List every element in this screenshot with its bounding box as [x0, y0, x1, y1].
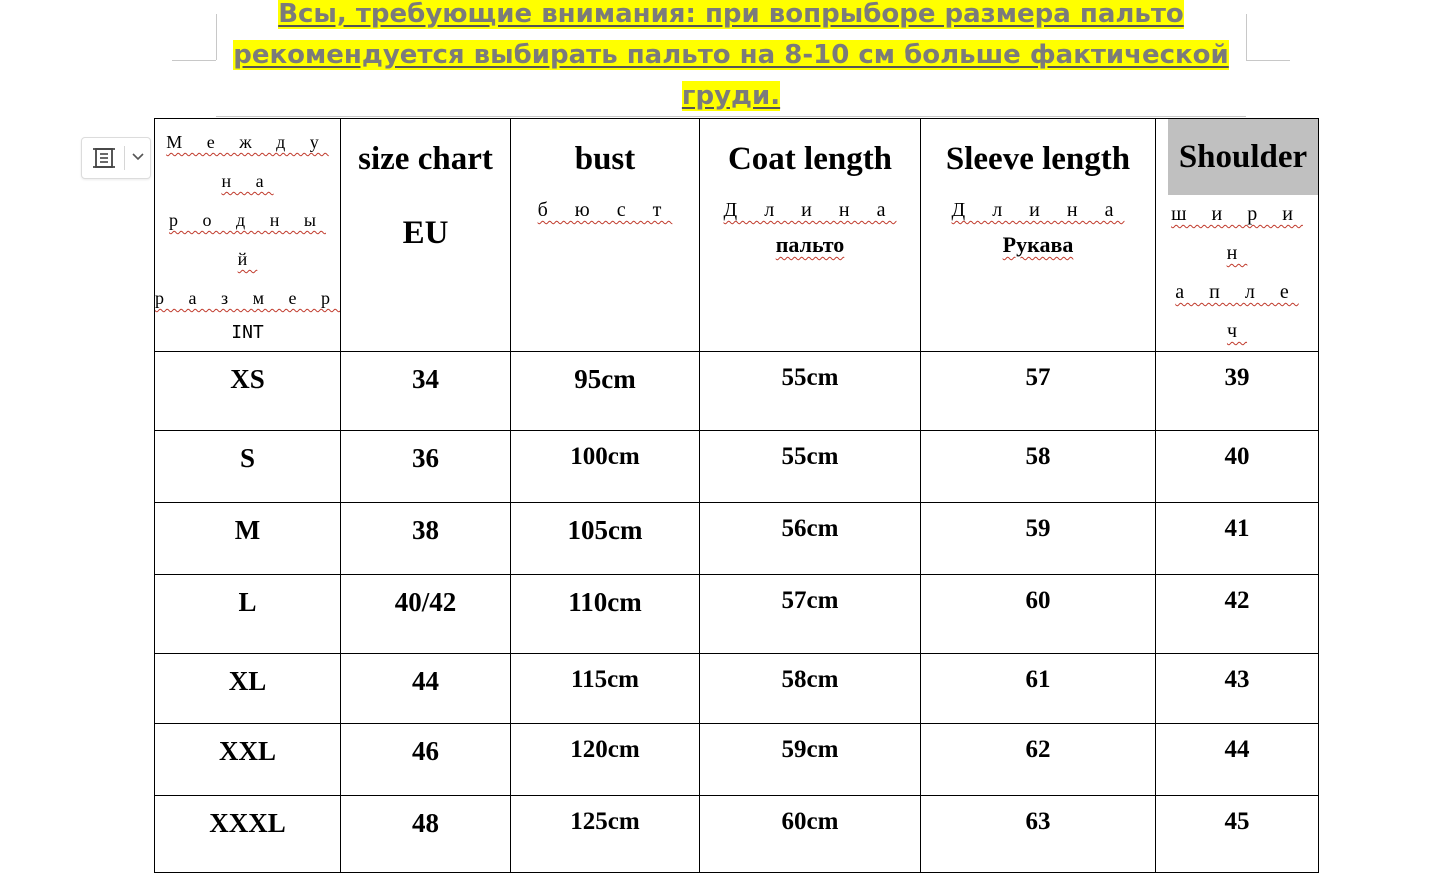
note-line-2: рекомендуется выбирать пальто на 8-10 см больше фактической: [233, 40, 1229, 70]
cell-coat: 59cm: [781, 736, 839, 763]
size-chart-table: [154, 118, 1319, 873]
cell-bust: 95cm: [574, 364, 636, 394]
cell-coat: 55cm: [781, 364, 839, 391]
cell-int: XXL: [218, 736, 276, 766]
note-line-1: Всы, требующие внимания: при вопрыборе размера пальто: [278, 0, 1184, 29]
header-bust-en: bust: [574, 141, 636, 177]
header-shoulder-ru-3: ч: [1226, 320, 1248, 342]
header-coat: [700, 119, 921, 352]
table-row: [155, 575, 1319, 654]
cell-coat: 55cm: [781, 443, 839, 470]
table-header-row: [155, 119, 1319, 352]
size-advice-note: [216, 0, 1246, 117]
cell-eu: 34: [412, 364, 439, 394]
header-shoulder-ru-2: а п л е: [1175, 281, 1299, 303]
cell-eu: 40/42: [394, 587, 457, 617]
cell-int: XXXL: [209, 808, 286, 838]
table-row: [155, 654, 1319, 724]
cell-eu: 38: [412, 515, 439, 545]
header-int-ru-2: р о д н ы й: [169, 210, 326, 269]
cell-sleeve: 57: [1025, 364, 1051, 391]
cell-shoulder: 42: [1224, 587, 1250, 614]
cell-shoulder: 45: [1224, 808, 1250, 835]
table-row: [155, 352, 1319, 431]
cell-sleeve: 60: [1025, 587, 1051, 614]
cell-sleeve: 58: [1025, 443, 1051, 470]
header-coat-ru2: пальто: [775, 232, 845, 257]
cell-int: L: [238, 587, 257, 617]
cell-int: M: [234, 515, 261, 545]
cell-eu: 44: [412, 666, 439, 696]
cell-coat: 58cm: [781, 666, 839, 693]
header-eu-sub: EU: [402, 215, 449, 251]
cell-sleeve: 59: [1025, 515, 1051, 542]
cell-shoulder: 41: [1224, 515, 1250, 542]
cell-bust: 105cm: [567, 515, 643, 545]
cell-sleeve: 61: [1025, 666, 1051, 693]
header-sleeve: [921, 119, 1156, 352]
cell-bust: 115cm: [570, 666, 640, 693]
cell-shoulder: 39: [1224, 364, 1250, 391]
cell-shoulder: 43: [1224, 666, 1250, 693]
cell-int: XS: [230, 364, 265, 394]
handle-divider: [124, 146, 125, 170]
header-int-ru-3: р а з м е р: [155, 288, 340, 308]
header-coat-ru: Д л и н а: [723, 199, 897, 221]
header-shoulder-ru-1: ш и р и н: [1171, 203, 1303, 264]
cell-int: XL: [228, 666, 267, 696]
cell-coat: 57cm: [781, 587, 839, 614]
header-int-en: INT: [231, 322, 264, 343]
header-eu: [341, 119, 511, 352]
header-shoulder: [1156, 119, 1319, 352]
page-corner-mark: [1246, 14, 1247, 60]
table-row: [155, 724, 1319, 796]
cell-sleeve: 62: [1025, 736, 1051, 763]
header-shoulder-highlight: [1168, 119, 1318, 195]
header-int: [155, 119, 341, 352]
cell-shoulder: 40: [1224, 443, 1250, 470]
note-line-3: груди.: [681, 81, 781, 111]
page-corner-mark: [172, 60, 216, 61]
header-int-ru-1: М е ж д у н а: [166, 132, 329, 191]
header-sleeve-ru2: Рукава: [1002, 232, 1074, 257]
cell-bust: 110cm: [568, 587, 642, 617]
cell-coat: 60cm: [781, 808, 839, 835]
table-row: [155, 503, 1319, 575]
header-sleeve-ru: Д л и н а: [951, 199, 1125, 221]
table-row: [155, 431, 1319, 503]
header-eu-en: size chart: [358, 141, 493, 177]
header-bust-ru: б ю с т: [537, 199, 673, 221]
cell-bust: 100cm: [570, 443, 640, 470]
cell-shoulder: 44: [1224, 736, 1250, 763]
cell-eu: 48: [412, 808, 439, 838]
header-coat-en: Coat length: [727, 141, 893, 177]
header-sleeve-en: Sleeve length: [945, 141, 1131, 177]
chevron-down-icon[interactable]: [130, 148, 146, 164]
table-row: [155, 796, 1319, 873]
cell-eu: 46: [412, 736, 439, 766]
cell-bust: 120cm: [570, 736, 640, 763]
table-handle-icon: [90, 144, 118, 172]
table-handle-button[interactable]: [81, 137, 151, 179]
cell-coat: 56cm: [781, 515, 839, 542]
cell-eu: 36: [412, 443, 439, 473]
cell-bust: 125cm: [570, 808, 640, 835]
cell-int: S: [239, 443, 256, 473]
header-shoulder-en: Shoulder: [1178, 139, 1308, 175]
header-bust: [511, 119, 700, 352]
page-corner-mark: [1246, 60, 1290, 61]
cell-sleeve: 63: [1025, 808, 1051, 835]
